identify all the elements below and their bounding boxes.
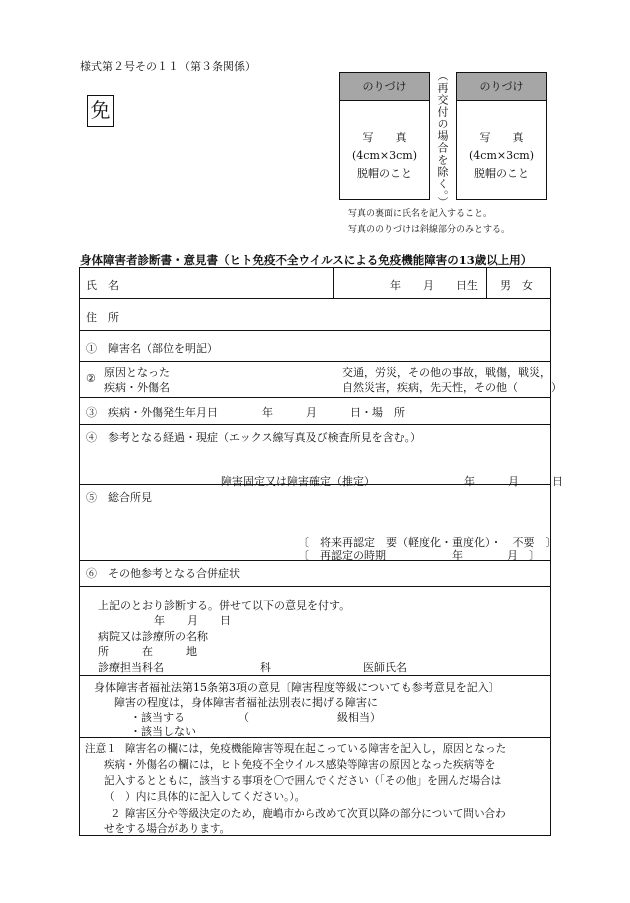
row-divider (80, 424, 550, 425)
sex-options: 男 女 (500, 279, 533, 292)
fixed-date-label: 障害固定又は障害確定（推定） (221, 475, 375, 488)
onset-date-label: ③ 疾病・外傷発生年月日 年 月 日・場 所 (86, 406, 405, 419)
opinion-not-applicable: ・該当しない (130, 725, 196, 738)
note-1-line: 記入するとともに，該当する事項を〇で囲んでください（「その他」を囲んだ場合は (104, 775, 502, 787)
form-table (79, 267, 563, 836)
glue-label: のりづけ (340, 73, 429, 101)
glue-label: のりづけ (457, 73, 546, 101)
row-divider (80, 675, 550, 676)
address-label: 住 所 (86, 311, 119, 324)
opinion-degree: 障害の程度は，身体障害者福祉法別表に掲げる障害に (114, 696, 378, 709)
opinion-heading: 身体障害者福祉法第15条第3項の意見〔障害程度等級についても参考意見を記入〕 (94, 681, 500, 694)
cause-label-line2: 疾病・外傷名 (104, 381, 170, 394)
photo-label: 写 真 (362, 131, 407, 144)
exemption-stamp: 免 (87, 95, 114, 127)
row-divider (80, 361, 550, 362)
hospital-name-label: 病院又は診療所の名称 (98, 630, 208, 643)
form-title: 身体障害者診断書・意見書（ヒト免疫不全ウイルスによる免疫機能障害の13歳以上用） (80, 253, 533, 267)
cause-label-line1: 原因となった (104, 366, 170, 379)
row-divider (80, 397, 550, 398)
cause-options-line1: 交通，労災，その他の事故，戦傷，戦災， (342, 366, 551, 379)
department-label: 診療担当科名 (98, 661, 164, 674)
note-2-line: 障害区分や等級決定のため，鹿嶋市から改めて次頁以降の部分について問い合わ (125, 808, 506, 820)
birth-date-label: 年 月 日生 (390, 279, 478, 292)
note-1-line: 疾病・外傷名の欄には，ヒト免疫不全ウイルス感染等障害の原因となった疾病等を (104, 759, 496, 771)
fixed-date-value: 年 月 日 (464, 475, 563, 488)
re-certification-line: 〔 将来再認定 要（軽度化・重度化）・ 不要 〕 (298, 536, 557, 549)
doctor-name-label: 医師氏名 (363, 661, 407, 674)
photo-box-left (339, 72, 430, 200)
photo-instruction: 脱帽のこと (474, 167, 529, 180)
diagnosis-date: 年 月 日 (154, 614, 231, 627)
photo-label: 写 真 (479, 131, 524, 144)
hospital-address-label: 所 在 地 (98, 645, 197, 658)
note-2-prefix: ２ (110, 808, 121, 820)
overall-findings-label: ⑤ 総合所見 (86, 491, 152, 504)
cause-options-line2: 自然災害，疾病，先天性，その他（ ） (342, 381, 562, 394)
name-label: 氏 名 (86, 279, 119, 292)
diagnosis-statement: 上記のとおり診断する。併せて以下の意見を付す。 (98, 599, 351, 612)
row-divider (80, 586, 550, 587)
photo-size: (4cm×3cm) (469, 149, 534, 162)
col-divider (486, 268, 487, 298)
row-divider (80, 298, 550, 299)
history-label: ④ 参考となる経過・現症（エックス線写真及び検査所見を含む。） (86, 431, 422, 444)
form-number: 様式第２号その１１（第３条関係） (80, 60, 256, 73)
reissue-note: （再交付の場合を除く。） (436, 70, 449, 209)
photo-note-1: 写真の裏面に氏名を記入すること。 (348, 209, 493, 219)
row-divider (80, 330, 550, 331)
note-2-line: せをする場合があります。 (104, 823, 231, 835)
disability-name-label: ① 障害名（部位を明記） (86, 342, 218, 355)
note-1-line: 障害名の欄には，免疫機能障害等現在起こっている障害を記入し，原因となった (125, 743, 507, 755)
re-certification-period: 〔 再認定の時期 年 月 〕 (298, 549, 540, 562)
col-divider (333, 268, 334, 298)
note-1-prefix: 注意１ (85, 743, 117, 755)
opinion-applicable: ・該当する (130, 711, 185, 724)
photo-note-2: 写真ののりづけは斜線部分のみとする。 (348, 225, 511, 235)
note-1-line: （ ）内に具体的に記入してください。）。 (104, 791, 306, 803)
cause-number: ② (86, 372, 96, 385)
photo-box-right (456, 72, 547, 200)
complications-label: ⑥ その他参考となる合併症状 (86, 567, 240, 580)
department-suffix: 科 (260, 661, 271, 674)
photo-size: (4cm×3cm) (352, 149, 417, 162)
opinion-grade: （ 級相当） (238, 711, 381, 724)
photo-instruction: 脱帽のこと (357, 167, 412, 180)
